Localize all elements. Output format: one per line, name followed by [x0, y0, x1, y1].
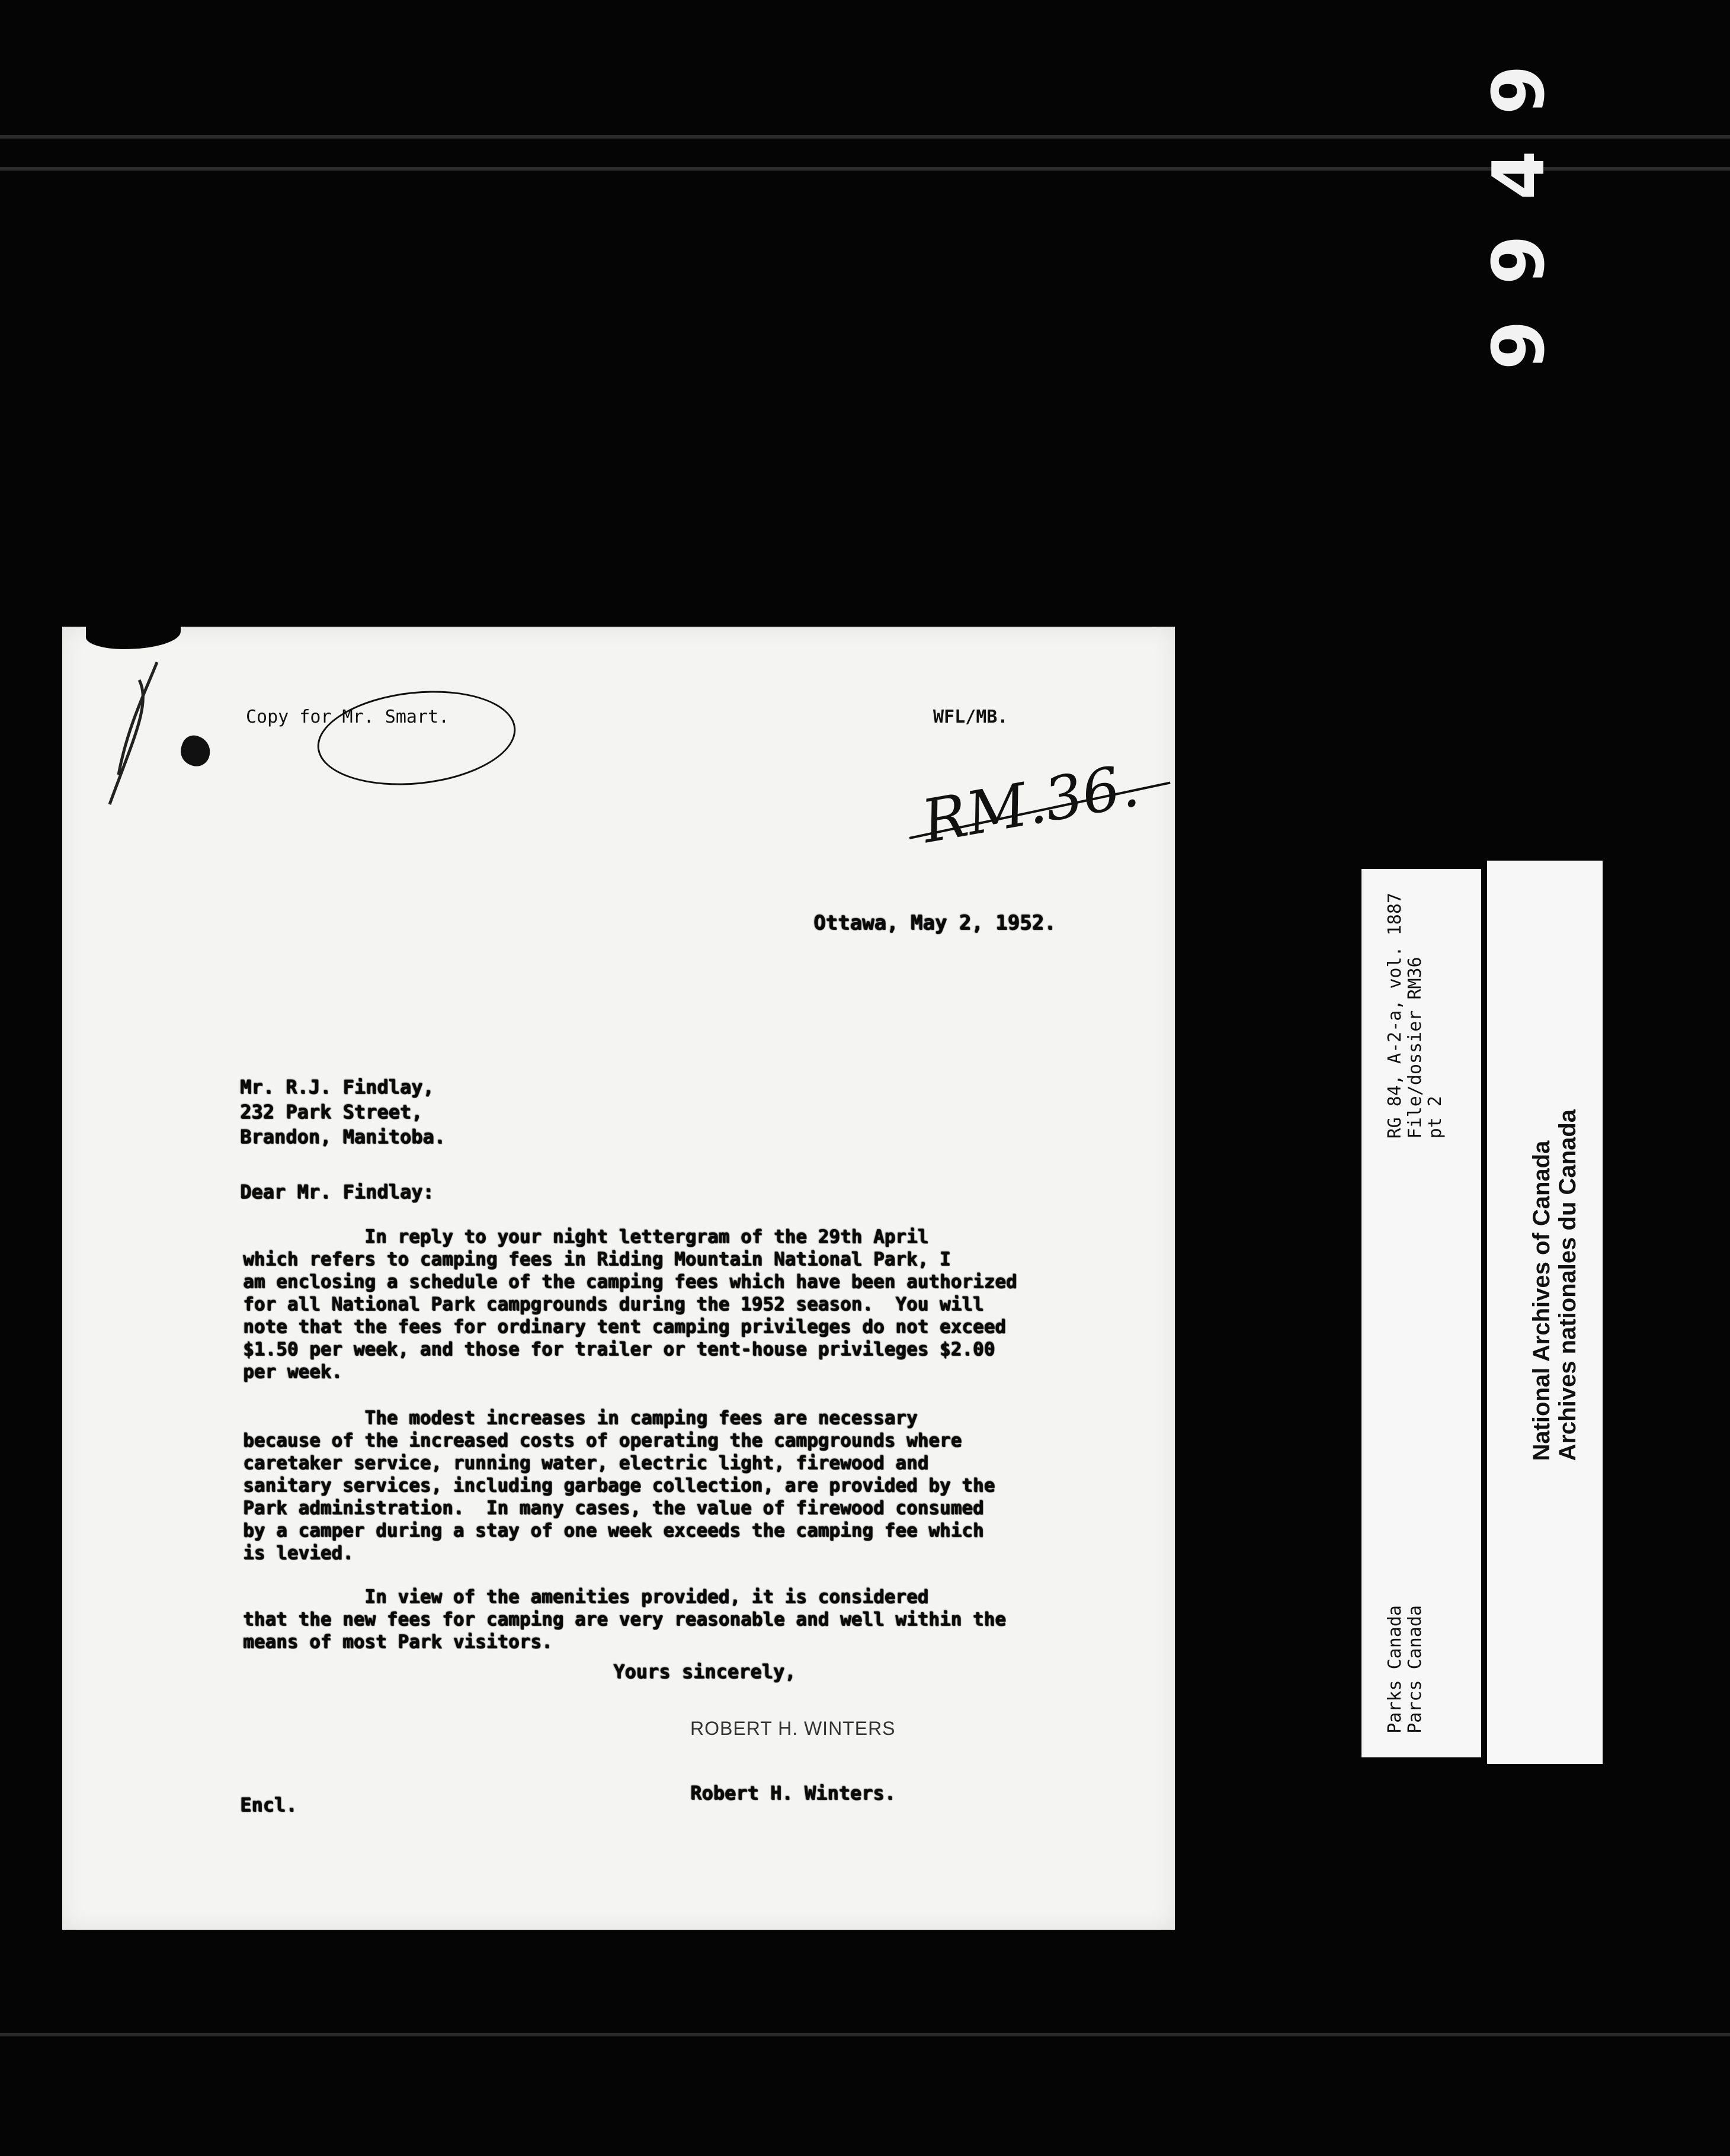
- letter-date: Ottawa, May 2, 1952.: [813, 911, 1056, 935]
- frame-digit: 9: [1478, 235, 1561, 285]
- ink-blot: [177, 732, 214, 770]
- body-line: Park administration. In many cases, the value of firewood consumed: [243, 1497, 984, 1519]
- agency-block: [1385, 1605, 1425, 1734]
- body-line: $1.50 per week, and those for trailer or tent-house privileges $2.00: [243, 1339, 995, 1360]
- copy-notation: Copy for Mr. Smart.: [246, 707, 450, 727]
- citation-line: RG 84, A-2-a, vol. 1887: [1385, 893, 1405, 1139]
- body-line: for all National Park campgrounds during the 1952 season. You will: [243, 1294, 984, 1315]
- agency-line: Parks Canada: [1385, 1605, 1405, 1734]
- archives-name-line: National Archives of Canada: [1529, 1140, 1555, 1461]
- reference-initials: WFL/MB.: [933, 707, 1008, 727]
- body-line: per week.: [243, 1361, 342, 1382]
- body-line: which refers to camping fees in Riding Mountain National Park, I: [243, 1249, 951, 1270]
- body-line: note that the fees for ordinary tent camping privileges do not exceed: [243, 1316, 1006, 1337]
- typed-signature: Robert H. Winters.: [690, 1782, 896, 1804]
- circled-annotation: [313, 682, 520, 794]
- handwritten-file-note: RM.36.: [917, 750, 1144, 857]
- archives-name-label: [1487, 861, 1603, 1764]
- frame-digit: 9: [1478, 65, 1561, 115]
- address-line: 232 Park Street,: [240, 1101, 423, 1123]
- torn-corner: [86, 620, 181, 649]
- body-line: In view of the amenities provided, it is considered: [243, 1586, 929, 1608]
- frame-number: [1478, 65, 1561, 657]
- body-line: caretaker service, running water, electric light, firewood and: [243, 1452, 929, 1474]
- citation-block: [1385, 893, 1446, 1138]
- archive-citation-label: [1361, 869, 1481, 1757]
- body-line: by a camper during a stay of one week exceeds the camping fee which: [243, 1520, 984, 1541]
- archives-name-line: Archives nationales du Canada: [1555, 1109, 1581, 1461]
- frame-digit: 9: [1478, 320, 1561, 370]
- citation-line: pt 2: [1425, 1096, 1446, 1139]
- closing: Yours sincerely,: [613, 1660, 796, 1683]
- salutation: Dear Mr. Findlay:: [240, 1180, 434, 1203]
- stamped-signature: ROBERT H. WINTERS: [690, 1718, 896, 1739]
- body-line: is levied.: [243, 1542, 354, 1564]
- citation-line: File/dossier RM36: [1405, 957, 1425, 1139]
- enclosure-notation: Encl.: [240, 1794, 297, 1816]
- agency-line: Parcs Canada: [1405, 1605, 1425, 1734]
- address-line: Brandon, Manitoba.: [240, 1125, 446, 1148]
- body-line: am enclosing a schedule of the camping fees which have been authorized: [243, 1271, 1017, 1292]
- frame-digit: 4: [1478, 150, 1561, 200]
- body-line: In reply to your night lettergram of the 29th April: [243, 1226, 929, 1247]
- letter-page: [62, 627, 1175, 1930]
- body-line: because of the increased costs of operating the campgrounds where: [243, 1430, 962, 1451]
- body-line: The modest increases in camping fees are necessary: [243, 1407, 918, 1429]
- check-mark-icon: [98, 656, 181, 810]
- archives-name-block: [1529, 1109, 1581, 1461]
- body-line: sanitary services, including garbage collection, are provided by the: [243, 1475, 995, 1496]
- body-line: that the new fees for camping are very reasonable and well within the: [243, 1609, 1006, 1630]
- address-line: Mr. R.J. Findlay,: [240, 1076, 434, 1098]
- body-line: means of most Park visitors.: [243, 1631, 553, 1653]
